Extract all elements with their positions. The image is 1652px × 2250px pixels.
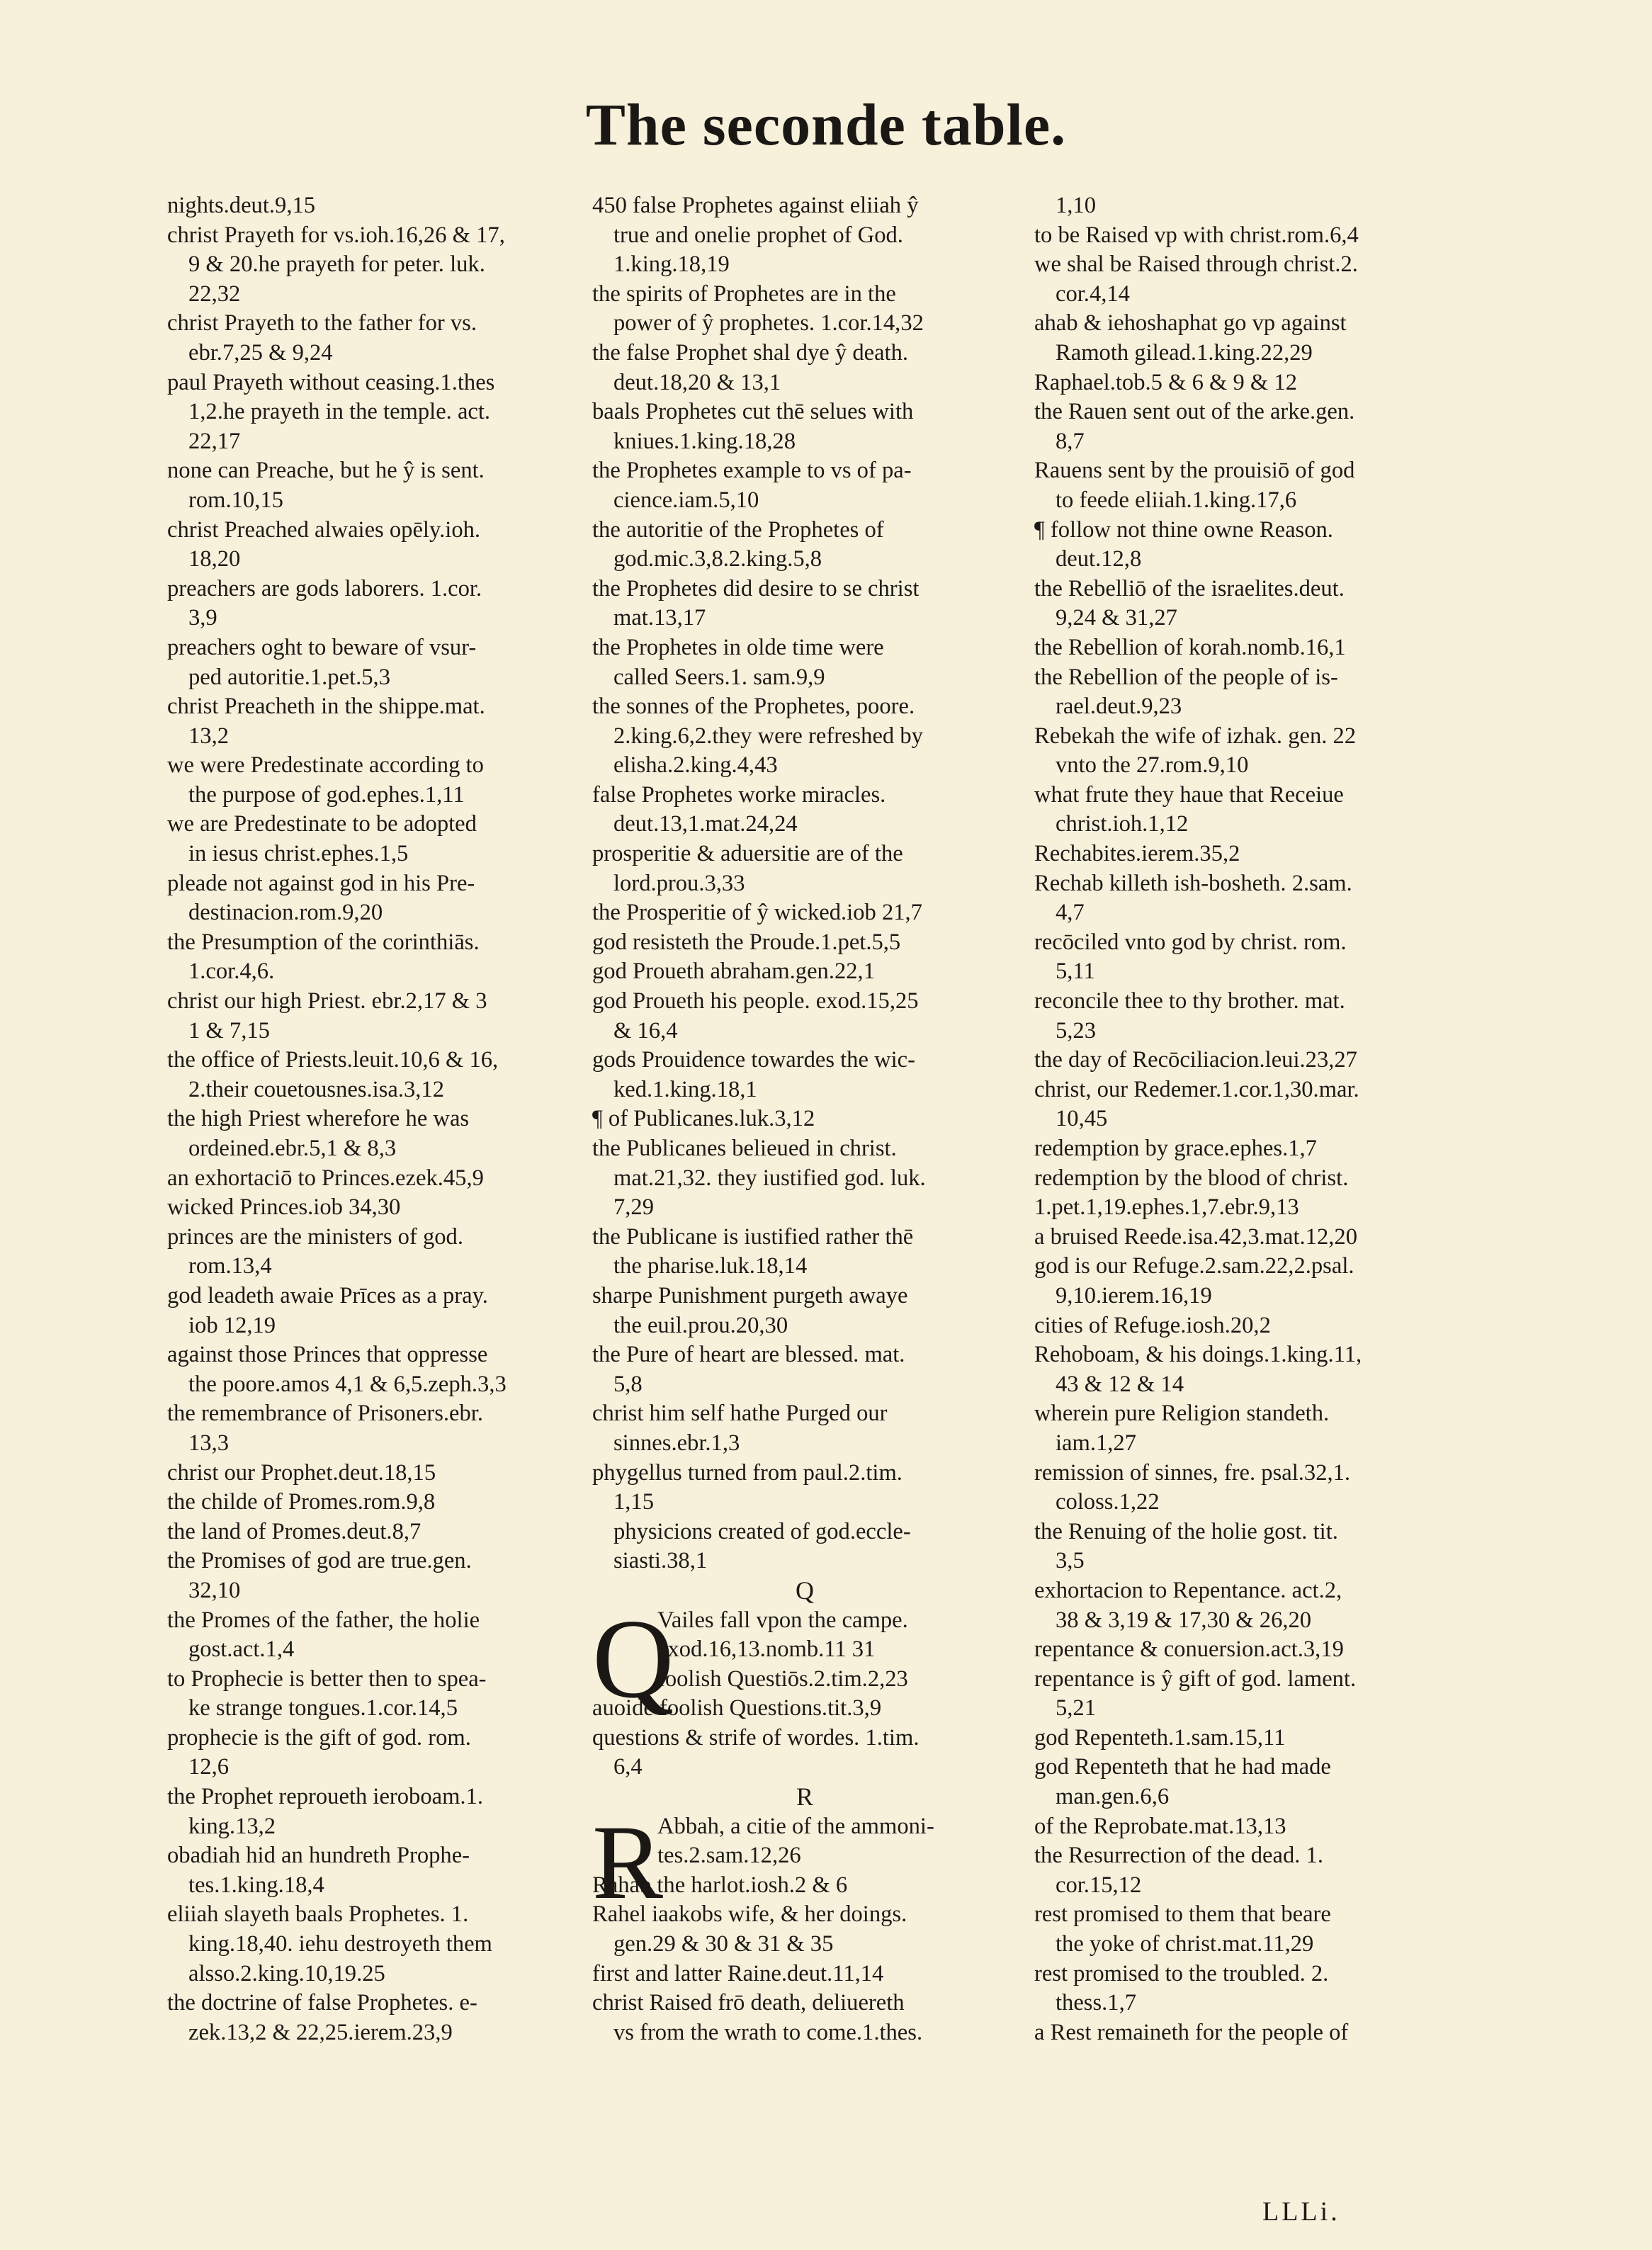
index-entry-line: we shal be Raised through christ.2.	[1034, 251, 1358, 278]
drop-cap-initial: Q	[592, 1595, 674, 1722]
index-entry-line	[592, 1841, 1017, 1871]
index-entry-line: 18,20	[188, 546, 241, 572]
index-entry-line: 12,6	[188, 1754, 230, 1780]
index-entry-line: Raphael.tob.5 & 6 & 9 & 12	[1034, 369, 1297, 395]
index-entry-line: tes.1.king.18,4	[188, 1872, 324, 1898]
index-entry-line	[592, 1665, 1017, 1695]
index-entry-line: wherein pure Religion standeth.	[1034, 1401, 1330, 1427]
index-entry-line: the Promes of the father, the holie	[167, 1607, 480, 1633]
index-entry-line: christ Prayeth for vs.ioh.16,26 & 17,	[167, 222, 505, 248]
index-entry-line: the Presumption of the corinthiās.	[167, 929, 480, 955]
index-entry-line: siasti.38,1	[613, 1548, 708, 1574]
index-entry-line: paul Prayeth without ceasing.1.thes	[167, 369, 495, 395]
index-entry-line: the Promises of god are true.gen.	[167, 1548, 472, 1574]
index-entry-line: god Proueth abraham.gen.22,1	[592, 959, 875, 985]
letter-section-heading: R	[796, 1782, 813, 1811]
index-entry-line: gen.29 & 30 & 31 & 35	[613, 1931, 834, 1957]
index-entry-line: ke strange tongues.1.cor.14,5	[188, 1695, 458, 1722]
index-entry-line: Rauens sent by the prouisiō of god	[1034, 458, 1355, 484]
index-entry-line: repentance & conuersion.act.3,19	[1034, 1636, 1344, 1663]
index-entry-line: elisha.2.king.4,43	[613, 752, 778, 779]
letter-section-heading: Q	[796, 1576, 814, 1605]
index-entry-line: wicked Princes.iob 34,30	[167, 1194, 401, 1221]
index-entry-line: man.gen.6,6	[1056, 1784, 1170, 1810]
index-entry-line: the Publicanes belieued in christ.	[592, 1136, 897, 1161]
index-entry-line: the Prophetes did desire to se christ	[592, 575, 920, 601]
index-entry-line: the doctrine of false Prophetes. e-	[167, 1990, 477, 2016]
index-entry-line: Rebekah the wife of izhak. gen. 22	[1034, 723, 1357, 749]
index-entry-line: the pharise.luk.18,14	[613, 1253, 808, 1279]
index-entry-line: lord.prou.3,33	[613, 870, 745, 896]
index-entry-line: false Prophetes worke miracles.	[592, 781, 886, 808]
index-entry-line: we were Predestinate according to	[167, 752, 484, 779]
index-entry-line: Ramoth gilead.1.king.22,29	[1056, 339, 1313, 366]
index-entry-line: what frute they haue that Receiue	[1034, 781, 1344, 808]
index-entry-line: the high Priest wherefore he was	[167, 1106, 470, 1132]
drop-cap-initial: R	[592, 1803, 664, 1921]
index-entry-line: vnto the 27.rom.9,10	[1056, 752, 1249, 779]
index-entry-line: called Seers.1. sam.9,9	[613, 664, 825, 690]
index-entry-text: foolish Questiōs.2.tim.2,23	[657, 1666, 908, 1692]
index-entry-line: we are Predestinate to be adopted	[167, 811, 477, 837]
index-entry-line: first and latter Raine.deut.11,14	[592, 1960, 884, 1986]
index-entry-line: christ our high Priest. ebr.2,17 & 3	[167, 988, 487, 1014]
index-entry-line: of the Reprobate.mat.13,13	[1034, 1813, 1286, 1839]
index-entry-line: 22,17	[188, 428, 241, 454]
index-entry-line: the Prosperitie of ŷ wicked.iob 21,7	[592, 900, 922, 926]
index-entry-line: 1.pet.1,19.ephes.1,7.ebr.9,13	[1034, 1194, 1299, 1221]
index-entry-line: Rehoboam, & his doings.1.king.11,	[1034, 1342, 1362, 1368]
index-entry-line: rom.10,15	[188, 487, 283, 513]
index-entry-line: 13,2	[188, 723, 230, 749]
index-column-3	[1034, 191, 1459, 2047]
index-entry-line: power of ŷ prophetes. 1.cor.14,32	[613, 310, 924, 337]
index-entry-line: 450 false Prophetes against eliiah ŷ	[592, 193, 919, 218]
index-entry-line: nights.deut.9,15	[167, 193, 316, 218]
index-entry-line: the Rebellion of korah.nomb.16,1	[1034, 634, 1346, 660]
index-entry-line: obadiah hid an hundreth Prophe-	[167, 1843, 470, 1869]
index-entry-line: ¶ follow not thine owne Reason.	[1034, 516, 1333, 543]
index-entry-line: 9,24 & 31,27	[1056, 605, 1177, 631]
index-entry-line: 1,15	[613, 1489, 655, 1515]
index-entry-line: the land of Promes.deut.8,7	[167, 1518, 422, 1544]
index-entry-line: rael.deut.9,23	[1056, 694, 1182, 720]
index-entry-line: to feede eliiah.1.king.17,6	[1056, 487, 1297, 513]
index-entry-line: ¶ of Publicanes.luk.3,12	[592, 1106, 815, 1132]
index-entry-line: against those Princes that oppresse	[167, 1342, 488, 1368]
index-entry-line: questions & strife of wordes. 1.tim.	[592, 1724, 920, 1751]
index-entry-line: zek.13,2 & 22,25.ierem.23,9	[188, 2019, 453, 2045]
index-entry-line: alsso.2.king.10,19.25	[188, 1960, 385, 1986]
index-entry-line: god Repenteth that he had made	[1034, 1754, 1331, 1780]
index-entry-line: gods Prouidence towardes the wic-	[592, 1047, 915, 1073]
index-entry-line: 38 & 3,19 & 17,30 & 26,20	[1056, 1607, 1312, 1633]
index-entry-line: mat.21,32. they iustified god. luk.	[613, 1165, 926, 1191]
index-entry-line: redemption by the blood of christ.	[1034, 1165, 1349, 1191]
index-entry-line: god is our Refuge.2.sam.22,2.psal.	[1034, 1253, 1354, 1279]
index-entry-line: exhortacion to Repentance. act.2,	[1034, 1577, 1342, 1603]
index-entry-line: none can Preache, but he ŷ is sent.	[167, 458, 485, 484]
index-entry-line: the spirits of Prophetes are in the	[592, 281, 896, 307]
index-entry-line: kniues.1.king.18,28	[613, 428, 796, 454]
index-entry-line: repentance is ŷ gift of god. lament.	[1034, 1666, 1357, 1692]
index-entry-line: preachers oght to beware of vsur-	[167, 634, 477, 660]
index-entry-line: the office of Priests.leuit.10,6 & 16,	[167, 1047, 499, 1073]
index-entry-line: 6,4	[613, 1754, 643, 1780]
index-entry-line: deut.13,1.mat.24,24	[613, 811, 798, 837]
index-entry-line: ordeined.ebr.5,1 & 8,3	[188, 1136, 397, 1161]
index-entry-line: the childe of Promes.rom.9,8	[167, 1489, 436, 1515]
index-entry-line: god Repenteth.1.sam.15,11	[1034, 1724, 1286, 1751]
index-entry-line: the Prophet reproueth ieroboam.1.	[167, 1784, 484, 1810]
index-entry-line: redemption by grace.ephes.1,7	[1034, 1136, 1317, 1161]
index-entry-line: ped autoritie.1.pet.5,3	[188, 664, 390, 690]
index-entry-line: phygellus turned from paul.2.tim.	[592, 1459, 903, 1486]
index-entry-line: 3,5	[1056, 1548, 1085, 1574]
index-entry-line: prosperitie & aduersitie are of the	[592, 841, 903, 867]
index-entry-line: the false Prophet shal dye ŷ death.	[592, 339, 909, 366]
index-column-2	[592, 191, 1017, 2047]
index-entry-line: the Publicane is iustified rather thē	[592, 1223, 914, 1250]
index-entry-line: 8,7	[1056, 428, 1085, 454]
index-entry-line: 2.their couetousnes.isa.3,12	[188, 1076, 445, 1102]
index-entry-line: the poore.amos 4,1 & 6,5.zeph.3,3	[188, 1371, 507, 1397]
index-entry-line: 5,8	[613, 1371, 643, 1397]
index-entry-line: 10,45	[1056, 1106, 1108, 1132]
index-entry-line: cor.15,12	[1056, 1872, 1142, 1898]
index-entry-line: a bruised Reede.isa.42,3.mat.12,20	[1034, 1223, 1357, 1250]
index-entry-line: king.13,2	[188, 1813, 276, 1839]
index-entry-line: the Prophetes in olde time were	[592, 634, 884, 660]
index-entry-line: 1,2.he prayeth in the temple. act.	[188, 399, 491, 425]
index-entry-line: 5,23	[1056, 1017, 1097, 1044]
index-entry-line: rom.13,4	[188, 1253, 272, 1279]
index-entry-line: christ Raised frō death, deliuereth	[592, 1990, 905, 2016]
index-entry-line: the yoke of christ.mat.11,29	[1056, 1931, 1314, 1957]
index-entry-line: deut.18,20 & 13,1	[613, 369, 781, 395]
index-entry-line: preachers are gods laborers. 1.cor.	[167, 575, 482, 601]
index-entry-line: & 16,4	[613, 1017, 678, 1044]
index-entry-line: an exhortaciō to Princes.ezek.45,9	[167, 1165, 484, 1191]
index-entry-line: deut.12,8	[1056, 546, 1142, 572]
index-entry-line: in iesus christ.ephes.1,5	[188, 841, 409, 867]
index-entry-line: princes are the ministers of god.	[167, 1223, 463, 1250]
index-entry-line: 5,11	[1056, 959, 1095, 985]
index-entry-line: cor.4,14	[1056, 281, 1130, 307]
index-entry-line: ahab & iehoshaphat go vp against	[1034, 310, 1347, 337]
index-entry-line: the remembrance of Prisoners.ebr.	[167, 1401, 483, 1427]
index-entry-line: the purpose of god.ephes.1,11	[188, 781, 465, 808]
index-entry-line: 2.king.6,2.they were refreshed by	[613, 723, 923, 749]
index-entry-line: reconcile thee to thy brother. mat.	[1034, 988, 1345, 1014]
index-entry-line: the autoritie of the Prophetes of	[592, 516, 884, 543]
index-entry-line: iam.1,27	[1056, 1430, 1137, 1456]
index-entry-line: the Renuing of the holie gost. tit.	[1034, 1518, 1338, 1544]
page-title: The seconde table.	[585, 92, 1067, 158]
index-entry-line: 4,7	[1056, 900, 1085, 926]
index-entry-line: king.18,40. iehu destroyeth them	[188, 1931, 492, 1957]
index-entry-line: christ him self hathe Purged our	[592, 1401, 888, 1427]
index-entry-line: 7,29	[613, 1194, 655, 1221]
index-entry-line: remission of sinnes, fre. psal.32,1.	[1034, 1459, 1351, 1486]
index-entry-line: destinacion.rom.9,20	[188, 900, 383, 926]
index-entry-line: rest promised to the troubled. 2.	[1034, 1960, 1329, 1986]
index-entry-line	[592, 1635, 1017, 1665]
index-entry-line: 43 & 12 & 14	[1056, 1371, 1184, 1397]
index-entry-line: rest promised to them that beare	[1034, 1901, 1331, 1928]
index-entry-line: 1 & 7,15	[188, 1017, 270, 1044]
index-entry-line: Rahab the harlot.iosh.2 & 6	[592, 1872, 848, 1898]
index-entry-line: vs from the wrath to come.1.thes.	[613, 2019, 923, 2045]
index-entry-line: christ Preacheth in the shippe.mat.	[167, 694, 485, 720]
index-entry-line: the Prophetes example to vs of pa-	[592, 458, 912, 484]
index-entry-line: 22,32	[188, 281, 241, 307]
index-entry-line: sharpe Punishment purgeth awaye	[592, 1282, 908, 1308]
index-entry-line: christ, our Redemer.1.cor.1,30.mar.	[1034, 1076, 1359, 1102]
index-entry-line: god leadeth awaie Prīces as a pray.	[167, 1282, 488, 1308]
index-entry-line: christ Preached alwaies opēly.ioh.	[167, 516, 481, 543]
index-entry-line: the euil.prou.20,30	[613, 1312, 788, 1338]
index-entry-line: iob 12,19	[188, 1312, 276, 1338]
index-entry-line: the Resurrection of the dead. 1.	[1034, 1843, 1323, 1869]
index-entry-line: recōciled vnto god by christ. rom.	[1034, 929, 1347, 955]
index-entry-line: gost.act.1,4	[188, 1636, 295, 1663]
index-entry-line: Rechab killeth ish-bosheth. 2.sam.	[1034, 870, 1352, 896]
index-entry-line: 3,9	[188, 605, 217, 631]
index-entry-line: 1.cor.4,6.	[188, 959, 275, 985]
index-entry-line: the Pure of heart are blessed. mat.	[592, 1342, 905, 1368]
index-entry-line: christ.ioh.1,12	[1056, 811, 1189, 837]
index-entry-line: god resisteth the Proude.1.pet.5,5	[592, 929, 901, 955]
index-entry-line: pleade not against god in his Pre-	[167, 870, 475, 896]
index-entry-line: cities of Refuge.iosh.20,2	[1034, 1312, 1271, 1338]
index-entry-line: ked.1.king.18,1	[613, 1076, 757, 1102]
index-entry-line: 9,10.ierem.16,19	[1056, 1282, 1212, 1308]
index-entry-line: christ Prayeth to the father for vs.	[167, 310, 477, 337]
index-entry-line: 9 & 20.he prayeth for peter. luk.	[188, 251, 485, 278]
index-entry-line: 1.king.18,19	[613, 251, 730, 278]
index-entry-line: Rechabites.ierem.35,2	[1034, 841, 1240, 867]
index-entry-line: the Rauen sent out of the arke.gen.	[1034, 399, 1355, 425]
index-entry-line: god Proueth his people. exod.15,25	[592, 988, 919, 1014]
index-entry-line: 1,10	[1056, 193, 1097, 218]
index-entry-line: true and onelie prophet of God.	[613, 222, 903, 248]
index-entry-line: coloss.1,22	[1056, 1489, 1160, 1515]
signature-mark: LLLi.	[1262, 2197, 1340, 2227]
index-entry-line: to Prophecie is better then to spea-	[167, 1666, 487, 1692]
index-entry-line: eliiah slayeth baals Prophetes. 1.	[167, 1901, 469, 1928]
index-entry-line: the Rebellion of the people of is-	[1034, 664, 1338, 690]
index-entry-line: christ our Prophet.deut.18,15	[167, 1459, 436, 1486]
index-column-1	[167, 191, 592, 2047]
index-entry-line: 13,3	[188, 1430, 230, 1456]
index-entry-line: the sonnes of the Prophetes, poore.	[592, 694, 915, 720]
index-entry-line: physicions created of god.eccle-	[613, 1518, 911, 1544]
index-entry-line: cience.iam.5,10	[613, 487, 759, 513]
index-entry-line: the day of Recōciliacion.leui.23,27	[1034, 1047, 1357, 1073]
index-entry-line: a Rest remaineth for the people of	[1034, 2019, 1349, 2045]
index-entry-line: ebr.7,25 & 9,24	[188, 339, 333, 366]
index-entry-text: exod.16,13.nomb.11 31	[657, 1636, 876, 1663]
index-entry-line: mat.13,17	[613, 605, 706, 631]
index-entry-line: prophecie is the gift of god. rom.	[167, 1724, 471, 1751]
index-entry-line: god.mic.3,8.2.king.5,8	[613, 546, 822, 572]
index-entry-text: Abbah, a citie of the ammoni-	[657, 1813, 934, 1839]
index-entry-line: 32,10	[188, 1577, 241, 1603]
index-entry-line: 5,21	[1056, 1695, 1097, 1722]
index-entry-line: the Rebelliō of the israelites.deut.	[1034, 575, 1345, 601]
index-entry-line: Rahel iaakobs wife, & her doings.	[592, 1901, 907, 1928]
index-entry-text: tes.2.sam.12,26	[657, 1843, 801, 1869]
index-entry-line: auoide foolish Questions.tit.3,9	[592, 1695, 882, 1722]
index-entry-line: to be Raised vp with christ.rom.6,4	[1034, 222, 1359, 248]
index-entry-line: baals Prophetes cut thē selues with	[592, 399, 914, 425]
index-entry-text: Vailes fall vpon the campe.	[657, 1607, 908, 1633]
index-entry-line: thess.1,7	[1056, 1990, 1137, 2016]
index-entry-line: sinnes.ebr.1,3	[613, 1430, 740, 1456]
